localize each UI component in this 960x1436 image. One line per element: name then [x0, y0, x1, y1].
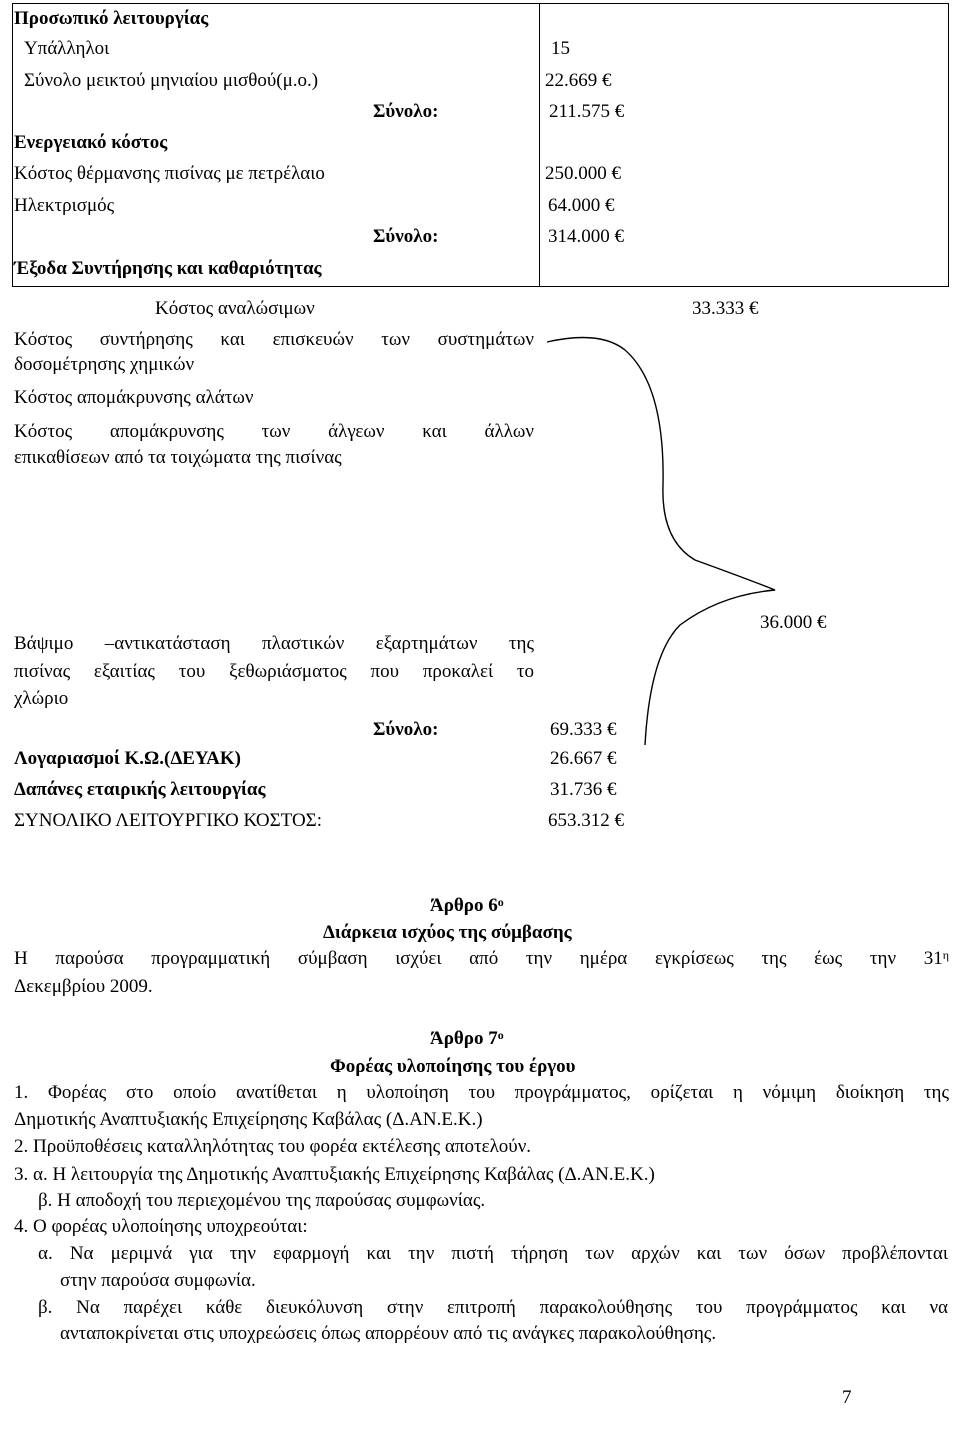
article-7-title [430, 1028, 504, 1050]
painting-line-2: πισίνας εξαιτίας του ξεθωριάσματος που προκαλεί το [14, 661, 534, 682]
salt-removal-label: Κόστος απομάκρυνσης αλάτων [14, 387, 254, 408]
painting-line-3: χλώριο [14, 688, 69, 709]
table-row-divider [12, 286, 949, 287]
article-7-p4b-line-1: β. Να παρέχει κάθε διευκόλυνση στην επιτροπή παρακολούθησης του προγράμματος και να [38, 1297, 948, 1318]
article-7-p4a-line-1: α. Να μεριμνά για την εφαρμογή και την πιστή τήρηση των αρχών και των όσων προβλέπονται [38, 1243, 948, 1264]
maintenance-header: Έξοδα Συντήρησης και καθαριότητας [14, 258, 322, 279]
utilities-label: Λογαριασμοί Κ.Ω.(ΔΕΥΑΚ) [14, 748, 241, 769]
dosing-line-2: δοσομέτρησης χημικών [14, 354, 195, 375]
article-6-title-text: Άρθρο 6 [430, 895, 498, 916]
table-border-top [12, 3, 949, 4]
energy-total-label: Σύνολο: [373, 226, 439, 247]
algae-line-2: επικαθίσεων από τα τοιχώματα της πισίνας [14, 447, 342, 468]
article-6-body-sup: η [942, 948, 949, 962]
article-6-title-sup: ο [497, 895, 504, 909]
article-7-subtitle: Φορέας υλοποίησης του έργου [330, 1056, 576, 1077]
article-7-title-text: Άρθρο 7 [430, 1028, 498, 1049]
heating-label: Κόστος θέρμανσης πισίνας με πετρέλαιο [14, 163, 325, 184]
article-6-body-line-1 [14, 948, 949, 970]
table-border-right [948, 3, 949, 286]
electricity-label: Ηλεκτρισμός [14, 195, 115, 216]
dosing-line-1: Κόστος συντήρησης και επισκευών των συστημάτων [14, 329, 534, 350]
personnel-header: Προσωπικό λειτουργίας [14, 8, 209, 29]
grand-total-label: ΣΥΝΟΛΙΚΟ ΛΕΙΤΟΥΡΓΙΚΟ ΚΟΣΤΟΣ: [14, 810, 322, 831]
article-7-p3b: β. Η αποδοχή του περιεχομένου της παρούσας συμφωνίας. [38, 1190, 486, 1211]
consumables-value: 33.333 € [692, 298, 759, 319]
article-7-p4: 4. Ο φορέας υλοποίησης υποχρεούται: [14, 1216, 308, 1237]
corporate-label: Δαπάνες εταιρικής λειτουργίας [14, 779, 266, 800]
article-6-body-line-2: Δεκεμβρίου 2009. [14, 976, 153, 997]
personnel-total-value: 211.575 € [549, 101, 625, 122]
employees-value: 15 [551, 38, 570, 59]
energy-total-value: 314.000 € [548, 226, 624, 247]
article-6-subtitle: Διάρκεια ισχύος της σύμβασης [323, 922, 572, 943]
curly-brace-icon [545, 325, 785, 755]
personnel-total-label: Σύνολο: [373, 101, 439, 122]
article-7-p2: 2. Προϋποθέσεις καταλληλότητας του φορέα εκτέλεσης αποτελούν. [14, 1136, 532, 1157]
article-7-p4a-line-2: στην παρούσα συμφωνία. [60, 1270, 256, 1291]
painting-line-1: Βάψιμο –αντικατάσταση πλαστικών εξαρτημάτων της [14, 633, 534, 654]
electricity-value: 64.000 € [548, 195, 615, 216]
article-7-p4b-line-2: ανταποκρίνεται στις υποχρεώσεις όπως απορρέουν από τις ανάγκες παρακολούθησης. [60, 1323, 717, 1344]
table-column-divider [539, 3, 540, 286]
consumables-label: Κόστος αναλώσιμων [155, 298, 315, 319]
article-7-p3a: 3. α. Η λειτουργία της Δημοτικής Αναπτυξιακής Επιχείρησης Καβάλας (Δ.ΑΝ.Ε.Κ.) [14, 1164, 655, 1185]
page-number: 7 [842, 1387, 852, 1408]
article-7-title-sup: ο [497, 1028, 504, 1042]
article-7-p1-line-2: Δημοτικής Αναπτυξιακής Επιχείρησης Καβάλας (Δ.ΑΝ.Ε.Κ.) [14, 1109, 483, 1130]
utilities-value: 26.667 € [550, 748, 617, 769]
table-border-left [12, 3, 13, 286]
employees-label: Υπάλληλοι [24, 38, 110, 59]
energy-header: Ενεργειακό κόστος [14, 132, 168, 153]
article-7-p1-line-1: 1. Φορέας στο οποίο ανατίθεται η υλοποίηση του προγράμματος, ορίζεται η νόμιμη διοίκηση της [14, 1082, 949, 1103]
maintenance-total-label: Σύνολο: [373, 719, 439, 740]
bracket-value: 36.000 € [760, 612, 827, 633]
article-6-body-text: Η παρούσα προγραμματική σύμβαση ισχύει από την ημέρα εγκρίσεως της έως την 31 [14, 948, 943, 969]
corporate-value: 31.736 € [550, 779, 617, 800]
avg-salary-label: Σύνολο μεικτού μηνιαίου μισθού(μ.ο.) [24, 70, 319, 91]
maintenance-total-value: 69.333 € [550, 719, 617, 740]
heating-value: 250.000 € [545, 163, 621, 184]
avg-salary-value: 22.669 € [545, 70, 612, 91]
grand-total-value: 653.312 € [548, 810, 624, 831]
article-6-title [430, 895, 504, 917]
algae-line-1: Κόστος απομάκρυνσης των άλγεων και άλλων [14, 421, 534, 442]
